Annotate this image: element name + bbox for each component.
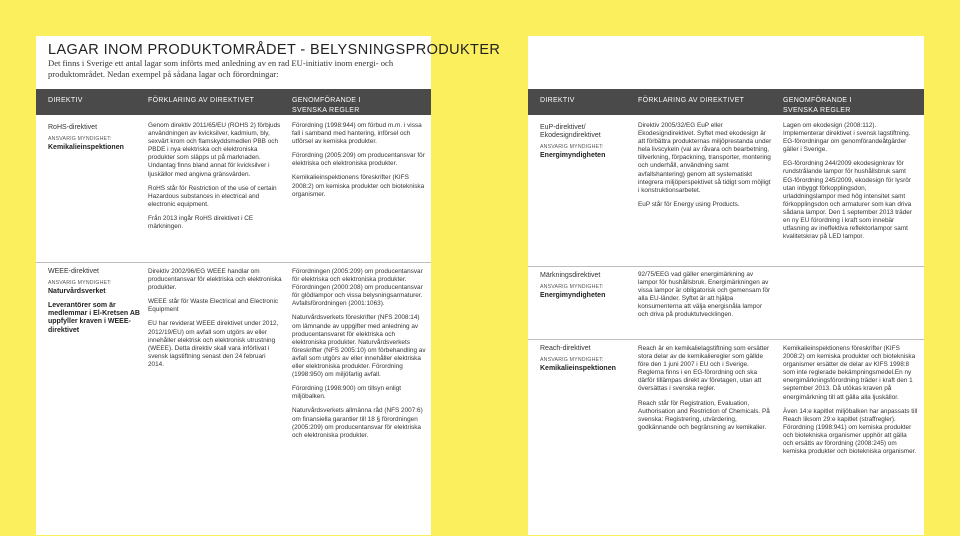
header-implementation-line2: SVENSKA REGLER xyxy=(783,107,851,114)
table-header xyxy=(36,89,431,115)
implementation-paragraph: Lagen om ekodesign (2008:112). Implementerar direktivet i svensk lagstiftning. EG-förordningar om genomförandeåtgärder gäller i Sverige. xyxy=(783,122,911,154)
directive-cell xyxy=(48,124,140,152)
implementation-paragraph: Kemikalieinspektionens föreskrifter (KIFS 2008:2) om kemiska produkter och biotekniska organismer. xyxy=(292,174,425,198)
left-page xyxy=(36,36,501,535)
table-header xyxy=(528,89,924,115)
table-row-reach xyxy=(528,339,924,536)
explanation-paragraph: EU har reviderat WEEE direktivet under 2012, 2012/19/EU) om avfall som utgörs av eller innehåller elektrisk och elektronisk utrustning (WEEE). Detta direktiv skall vara införlivat i svensk lagstiftning senast den 24 februari 2014. xyxy=(148,320,279,368)
implementation-cell xyxy=(292,122,426,205)
header-implementation-line1: GENOMFÖRANDE I xyxy=(783,97,852,104)
implementation-paragraph: Kemikalieinspektionens föreskrifter (KIFS 2008:2) om kemiska produkter och biotekniska organismer ersätter de delar av KIFS 1998:8 som inte reglerade bekämpningsmedel.En ny energimärkningsförordning träder i kraft den 1 september 2013. Då utökas kraven på energimärkning till att gälla alla ljuskällor. xyxy=(783,345,916,401)
explanation-paragraph: Direktiv 2002/96/EG WEEE handlar om producentansvar för elektriska och elektroniska produkter. xyxy=(148,268,282,292)
directive-cell xyxy=(48,268,140,335)
header-directive: DIREKTIV xyxy=(48,97,83,104)
explanation-paragraph: 92/75/EEG vad gäller energimärkning av lampor för hushållsbruk. Energimärkningen av vissa lampor är obligatorisk och gemensam för alla EU-länder. Syftet är att hjälpa konsumenterna att välja energisnåla lampor och driva på produktutvecklingen. xyxy=(638,271,771,319)
explanation-cell xyxy=(638,122,773,215)
explanation-cell xyxy=(148,268,283,375)
responsible-authority: Energimyndigheten xyxy=(540,152,606,160)
implementation-paragraph: Naturvårdsverkets föreskrifter (NFS 2008:14) om lämnande av uppgifter med anledning av producentansvaret för elektriska och elektroniska produkter. Naturvårdsverkets föreskrifter (NFS 2005:10) om förbehandling av avfall som utgörs av eller innehåller elektriska eller elektroniska produkter. Förordning (1998:950) om miljöfarlig avfall. xyxy=(292,314,426,379)
explanation-paragraph: Direktiv 2005/32/EG EuP eller Ekodesigndirektivet. Syftet med ekodesign är att förbättra produkternas miljöprestanda under hela livscykeln (val av råvara och bearbetning, tillverkning, förpackning, transporter, montering och underhåll, användning samt avfallshantering) genom att systematiskt integrera miljöperspektivet så tidigt som möjligt i konstruktionsarbetet. xyxy=(638,122,772,194)
header-directive: DIREKTIV xyxy=(540,97,575,104)
header-implementation xyxy=(292,96,361,116)
page-title: LAGAR INOM PRODUKTOMRÅDET - BELYSNINGSPRODUKTER xyxy=(48,42,501,58)
responsible-label: ANSVARIG MYNDIGHET: xyxy=(540,357,604,364)
directive-name: Reach-direktivet xyxy=(540,345,591,352)
table-row-marking xyxy=(528,266,924,342)
responsible-authority: Naturvårdsverket xyxy=(48,288,106,296)
implementation-paragraph: Naturvårdsverkets allmänna råd (NFS 2007:6) om finansiella garantier till 18 § förordningen (2005:209) om producentansvar för elektriska och elektroniska produkter. xyxy=(292,407,423,439)
explanation-paragraph: Genom direktiv 2011/65/EU (ROHS 2) förbjuds användningen av kvicksilver, kadmium, bly, sexvärt krom och flamskyddsmedlen PBB och PBDE i nya elektriska och elektroniska produkter som släpps ut på marknaden. Undantag finns bland annat för kvicksilver i ljuskällor med angivna gränsvärden. xyxy=(148,122,281,178)
implementation-paragraph: Förordning (1998:944) om förbud m.m. i vissa fall i samband med hantering, införsel och utförsel av kemiska produkter. xyxy=(292,122,422,146)
responsible-label: ANSVARIG MYNDIGHET: xyxy=(540,144,604,151)
implementation-cell xyxy=(783,122,918,247)
implementation-paragraph: Även 14:e kapitlet miljöbalken har anpassats till Reach liksom 29:e kapitlet (straffregler). Förordning (1998:941) om kemiska produkter och biotekniska organismer upphör att gälla och ersätts av förordning (2008:245) om kemiska produkter och biotekniska organismer. xyxy=(783,407,918,456)
explanation-paragraph: Reach är en kemikalielagstiftning som ersätter stora delar av de kemikalieregler som gällde före den 1 juni 2007 i EU och i Sverige. Reglerna finns i en EG-förordning och ska därför tillämpas direkt av företagen, utan att översättas i svenska regler. xyxy=(638,345,770,393)
implementation-paragraph: Förordning (1998:900) om tillsyn enligt miljöbalken. xyxy=(292,385,402,401)
directive-name: EuP-direktivet/ Ekodesigndirektivet xyxy=(540,124,601,140)
explanation-paragraph: Från 2013 ingår RoHS direktivet i CE märkningen. xyxy=(148,214,254,231)
right-page xyxy=(528,36,924,535)
header-implementation-line2: SVENSKA REGLER xyxy=(292,107,360,114)
header-implementation xyxy=(783,96,852,116)
explanation-paragraph: EuP står för Energy using Products. xyxy=(638,200,740,208)
responsible-label: ANSVARIG MYNDIGHET: xyxy=(48,280,112,287)
directive-name: RoHS-direktivet xyxy=(48,124,98,131)
implementation-cell xyxy=(292,268,426,446)
directive-cell xyxy=(540,345,632,373)
explanation-paragraph: WEEE står för Waste Electrical and Electronic Equipment xyxy=(148,298,279,314)
table-row-weee xyxy=(36,262,431,533)
responsible-label: ANSVARIG MYNDIGHET: xyxy=(48,136,112,143)
responsible-authority: Kemikalieinspektionen xyxy=(540,365,616,373)
implementation-cell xyxy=(783,345,918,462)
explanation-cell xyxy=(148,122,283,237)
directive-name: Märkningsdirektivet xyxy=(540,272,601,279)
implementation-paragraph: Förordningen (2005:209) om producentansvar för elektriska och elektroniska produkter. Förordningen (2000:208) om producentansvar för glödlampor och vissa belysningsarmaturer. Avfallsförordningen (2001:1063). xyxy=(292,268,423,308)
explanation-paragraph: Reach står för Registration, Evaluation, Authorisation and Restriction of Chemicals. På svenska: Registrering, utvärdering, godkännande och begränsning av kemikalier. xyxy=(638,399,770,431)
directive-cell xyxy=(540,272,632,300)
responsible-label: ANSVARIG MYNDIGHET: xyxy=(540,284,604,291)
membership-note: Leverantörer som är medlemmar i El-Kretsen AB uppfyller kraven i WEEE-direktivet xyxy=(48,302,140,334)
header-explanation: FÖRKLARING AV DIREKTIVET xyxy=(638,97,745,104)
directive-cell xyxy=(540,124,632,160)
explanation-cell xyxy=(638,345,773,438)
header-explanation: FÖRKLARING AV DIREKTIVET xyxy=(148,97,255,104)
intro-text: Det finns i Sverige ett antal lagar som införts med anledning av en rad EU-initiativ inom energi- och produktområdet. Nedan exempel på sådana lagar och förordningar: xyxy=(48,58,394,79)
responsible-authority: Kemikalieinspektionen xyxy=(48,144,124,152)
header-implementation-line1: GENOMFÖRANDE I xyxy=(292,97,361,104)
implementation-paragraph: Förordning (2005:209) om producentansvar för elektriska och elektroniska produkter. xyxy=(292,152,425,168)
implementation-paragraph: EG-förordning 244/2009 ekodesignkrav för rundstrålande lampor för hushållsbruk samt EG-förordning 245/2009, ekodesign för lysrör utan inbyggt förkopplingsdon, urladdningslampor med hög intensitet samt förkopplingsdon och armaturer som kan driva sådana lampor. Den 1 september 2013 träder en ny EU förordning i kraft som innebär utfasning av ineffektiva reflektorlampor samt kvalitetskrav på LED lampor. xyxy=(783,160,912,241)
explanation-cell xyxy=(638,271,773,326)
responsible-authority: Energimyndigheten xyxy=(540,292,606,300)
directive-name: WEEE-direktivet xyxy=(48,268,99,275)
explanation-paragraph: RoHS står för Restriction of the use of certain Hazardous substances in electrical and electronic equipment. xyxy=(148,184,277,208)
